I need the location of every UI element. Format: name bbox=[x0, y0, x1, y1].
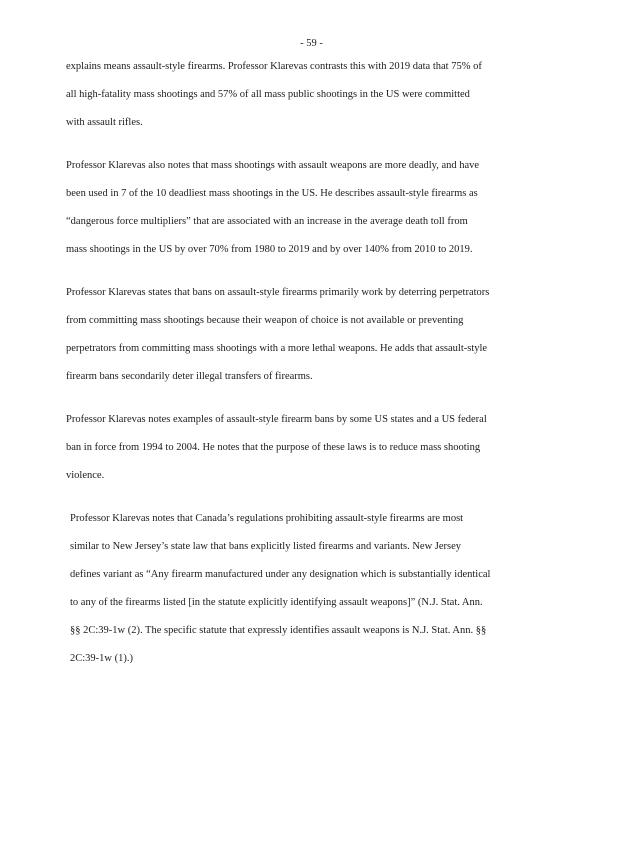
text-line: mass shootings in the US by over 70% from 1980 to 2019 and by over 140% from 2010 to 2019. bbox=[66, 244, 473, 255]
text-line: ban in force from 1994 to 2004. He notes that the purpose of these laws is to reduce mass shooting bbox=[66, 442, 481, 453]
text-line: violence. bbox=[66, 470, 105, 481]
text-line: Professor Klarevas also notes that mass shootings with assault weapons are more deadly, and have bbox=[66, 160, 480, 171]
text-line: similar to New Jersey’s state law that bans explicitly listed firearms and variants. New Jersey bbox=[70, 541, 462, 552]
text-line: with assault rifles. bbox=[66, 117, 143, 128]
text-line: to any of the firearms listed [in the statute explicitly identifying assault weapons]” (N.J. Stat. Ann. bbox=[70, 597, 483, 608]
text-line: Professor Klarevas states that bans on assault-style firearms primarily work by deterring perpetrators bbox=[66, 287, 490, 298]
paragraph-5 bbox=[66, 505, 555, 673]
text-line: all high-fatality mass shootings and 57% of all mass public shootings in the US were committed bbox=[66, 89, 470, 100]
paragraph-4 bbox=[66, 406, 555, 490]
text-line: explains means assault-style firearms. Professor Klarevas contrasts this with 2019 data that 75% of bbox=[66, 61, 482, 72]
text-line: perpetrators from committing mass shootings with a more lethal weapons. He adds that assault-style bbox=[66, 343, 488, 354]
text-line: firearm bans secondarily deter illegal transfers of firearms. bbox=[66, 371, 313, 382]
text-line: from committing mass shootings because their weapon of choice is not available or preventing bbox=[66, 315, 464, 326]
text-line: defines variant as “Any firearm manufactured under any designation which is substantially identical bbox=[70, 569, 491, 580]
text-line: §§ 2C:39-1w (2). The specific statute that expressly identifies assault weapons is N.J. Stat. Ann. §§ bbox=[70, 625, 487, 636]
paragraph-3 bbox=[66, 279, 555, 391]
paragraph-2 bbox=[66, 152, 555, 264]
text-line: Professor Klarevas notes examples of assault-style firearm bans by some US states and a US federal bbox=[66, 414, 487, 425]
page-number: - 59 - bbox=[300, 38, 323, 49]
document-body bbox=[66, 53, 555, 673]
text-line: been used in 7 of the 10 deadliest mass shootings in the US. He describes assault-style firearms as bbox=[66, 188, 478, 199]
text-line: 2C:39-1w (1).) bbox=[70, 653, 133, 664]
text-line: Professor Klarevas notes that Canada’s regulations prohibiting assault-style firearms are most bbox=[70, 513, 464, 524]
document-page bbox=[0, 37, 623, 844]
paragraph-1 bbox=[66, 53, 555, 137]
text-line: “dangerous force multipliers” that are associated with an increase in the average death toll from bbox=[66, 216, 468, 227]
